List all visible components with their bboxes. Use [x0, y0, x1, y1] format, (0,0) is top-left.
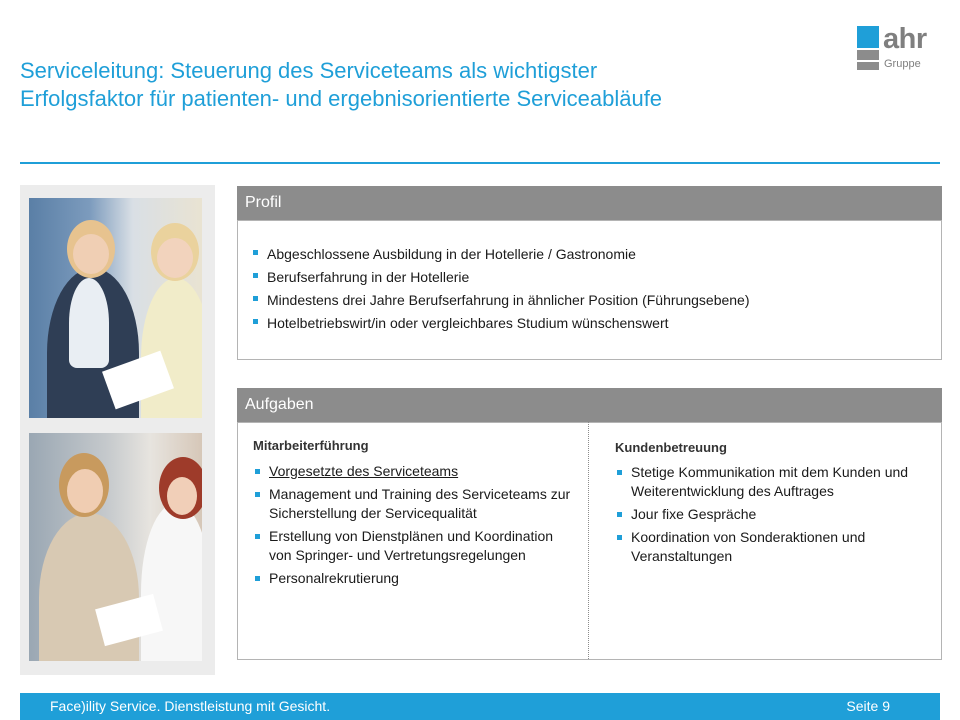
profil-header: Profil	[237, 186, 942, 220]
page-number: Seite 9	[846, 698, 890, 714]
column-divider	[588, 422, 589, 659]
list-item-text: Vorgesetzte des Serviceteams	[269, 463, 459, 479]
photo-staff-consultation	[29, 198, 202, 418]
list-item: Koordination von Sonderaktionen und Veranstaltungen	[615, 528, 925, 566]
logo-square-gray	[857, 50, 879, 60]
list-item: Hotelbetriebswirt/in oder vergleichbares Studium wünschenswert	[251, 312, 931, 335]
list-item	[253, 462, 573, 481]
logo-square-gray-small	[857, 62, 879, 70]
mitarbeiterfuehrung-list	[253, 462, 573, 592]
list-item: Mindestens drei Jahre Berufserfahrung in ähnlicher Position (Führungsebene)	[251, 289, 931, 312]
page-title-line-2: Erfolgsfaktor für patienten- und ergebnisorientierte Serviceabläufe	[20, 86, 663, 111]
page-title	[20, 57, 840, 113]
list-item: Personalrekrutierung	[253, 569, 573, 588]
mitarbeiterfuehrung-heading: Mitarbeiterführung	[253, 438, 369, 453]
footer-bar	[20, 693, 940, 720]
photo-panel	[20, 185, 215, 675]
list-item: Erstellung von Dienstplänen und Koordination von Springer- und Vertretungsregelungen	[253, 527, 573, 565]
list-item: Jour fixe Gespräche	[615, 505, 925, 524]
list-item: Berufserfahrung in der Hotellerie	[251, 266, 931, 289]
logo-subtitle: Gruppe	[884, 58, 921, 70]
title-divider	[20, 162, 940, 164]
ahr-logo	[857, 23, 947, 74]
page-title-line-1: Serviceleitung: Steuerung des Serviceteams als wichtigster	[20, 58, 598, 83]
footer-tagline: Face)ility Service. Dienstleistung mit Gesicht.	[50, 698, 331, 714]
photo-staff-discussion	[29, 433, 202, 661]
aufgaben-header: Aufgaben	[237, 388, 942, 422]
list-item: Stetige Kommunikation mit dem Kunden und Weiterentwicklung des Auftrages	[615, 463, 925, 501]
kundenbetreuung-list	[615, 463, 925, 570]
profil-list	[251, 243, 931, 335]
logo-wordmark: ahr	[883, 23, 927, 55]
logo-square-blue	[857, 26, 879, 48]
list-item: Management und Training des Serviceteams zur Sicherstellung der Servicequalität	[253, 485, 573, 523]
list-item: Abgeschlossene Ausbildung in der Hotellerie / Gastronomie	[251, 243, 931, 266]
kundenbetreuung-heading: Kundenbetreuung	[615, 440, 727, 455]
